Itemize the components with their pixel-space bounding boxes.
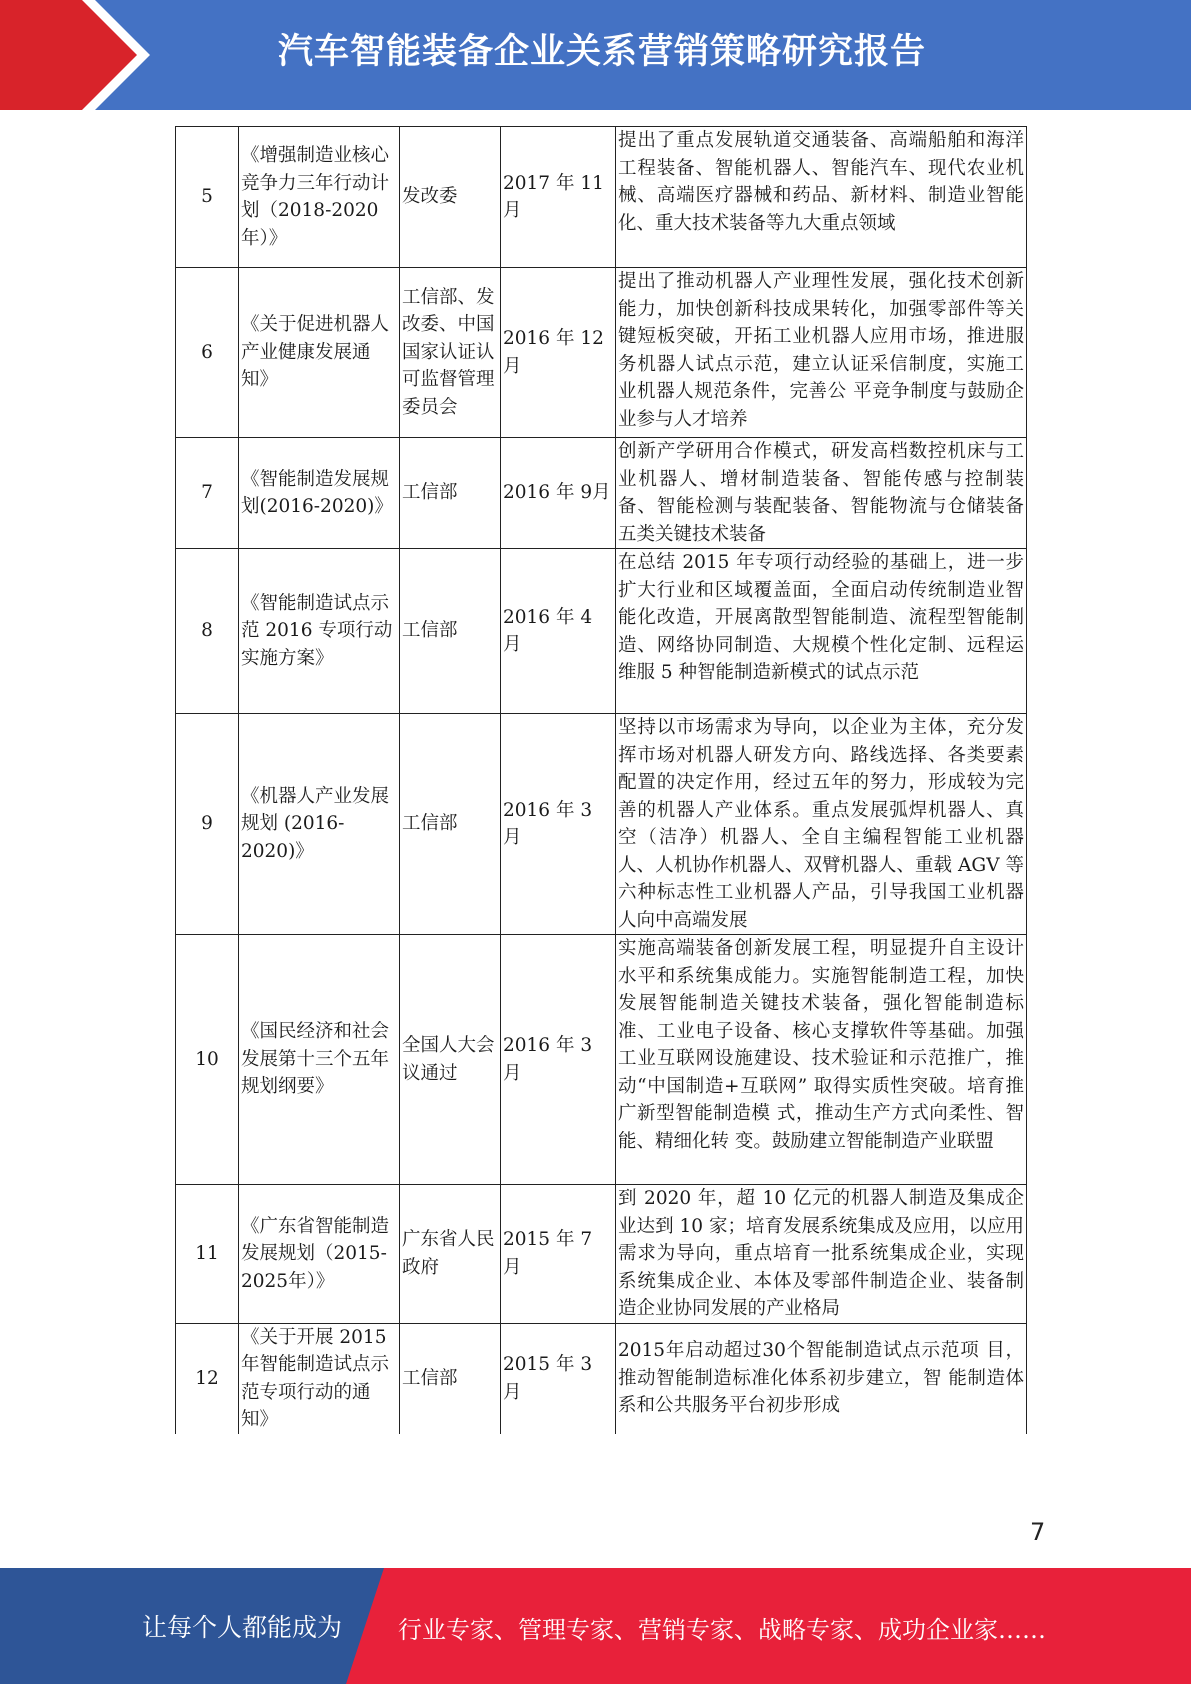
table-row — [176, 438, 1027, 549]
issuing-agency: 工信部、发改委、中国国家认证认可监督管理委员会 — [400, 268, 501, 438]
table-row — [176, 268, 1027, 438]
issuing-agency: 工信部 — [400, 714, 501, 935]
policy-name: 《国民经济和社会发展第十三个五年规划纲要》 — [239, 935, 400, 1185]
page-footer — [0, 1568, 1191, 1684]
policy-name: 《机器人产业发展规划 (2016-2020)》 — [239, 714, 400, 935]
policy-name: 《关于开展 2015 年智能制造试点示范专项行动的通知》 — [239, 1323, 400, 1434]
row-number: 8 — [176, 549, 239, 714]
table-row — [176, 1185, 1027, 1324]
policy-content: 到 2020 年，超 10 亿元的机器人制造及集成企业达到 10 家；培育发展系统集成及应用，以应用需求为导向，重点培育一批系统集成企业，实现系统集成企业、本体及零部件制造企业、装备制造企业协同发展的产业格局 — [616, 1185, 1027, 1324]
footer-slogan-left: 让每个人都能成为 — [142, 1613, 343, 1642]
row-number: 10 — [176, 935, 239, 1185]
page-number: 7 — [1030, 1518, 1046, 1546]
policy-content: 坚持以市场需求为导向，以企业为主体，充分发挥市场对机器人研发方向、路线选择、各类要素配置的决定作用，经过五年的努力，形成较为完善的机器人产业体系。重点发展弧焊机器人、真空（洁净）机器人、全自主编程智能工业机器人、人机协作机器人、双臂机器人、重载 AGV 等六种标志性工业机器人产品，引导我国工业机器人向中高端发展 — [616, 714, 1027, 935]
policy-content: 提出了推动机器人产业理性发展，强化技术创新能力，加快创新科技成果转化，加强零部件等关键短板突破，开拓工业机器人应用市场，推进服务机器人试点示范，建立认证采信制度，实施工业机器人规范条件，完善公 平竞争制度与鼓励企业参与人才培养 — [616, 268, 1027, 438]
issuing-agency: 发改委 — [400, 127, 501, 268]
row-number: 7 — [176, 438, 239, 549]
row-number: 12 — [176, 1323, 239, 1434]
issuing-agency: 广东省人民政府 — [400, 1185, 501, 1324]
issue-date: 2016 年 9月 — [501, 438, 616, 549]
issue-date: 2015 年 7 月 — [501, 1185, 616, 1324]
issue-date: 2016 年 12 月 — [501, 268, 616, 438]
table-row — [176, 549, 1027, 714]
issue-date: 2015 年 3 月 — [501, 1323, 616, 1434]
issuing-agency: 工信部 — [400, 1323, 501, 1434]
row-number: 6 — [176, 268, 239, 438]
table-row — [176, 127, 1027, 268]
policy-name: 《智能制造发展规划(2016-2020)》 — [239, 438, 400, 549]
table-row — [176, 1323, 1027, 1434]
row-number: 9 — [176, 714, 239, 935]
policy-name: 《智能制造试点示范 2016 专项行动实施方案》 — [239, 549, 400, 714]
policy-name: 《广东省智能制造发展规划（2015-2025年）》 — [239, 1185, 400, 1324]
policy-content: 实施高端装备创新发展工程，明显提升自主设计水平和系统集成能力。实施智能制造工程，加快发展智能制造关键技术装备，强化智能制造标准、工业电子设备、核心支撑软件等基础。加强工业互联网设施建设、技术验证和示范推广，推动“中国制造+互联网” 取得实质性突破。培育推广新型智能制造模 式，推动生产方式向柔性、智能、精细化转 变。鼓励建立智能制造产业联盟 — [616, 935, 1027, 1185]
issue-date: 2016 年 3 月 — [501, 935, 616, 1185]
footer-slogan-right: 行业专家、管理专家、营销专家、战略专家、成功企业家…… — [398, 1616, 1046, 1644]
policy-content: 在总结 2015 年专项行动经验的基础上，进一步扩大行业和区域覆盖面，全面启动传统制造业智能化改造，开展离散型智能制造、流程型智能制造、网络协同制造、大规模个性化定制、远程运维服 5 种智能制造新模式的试点示范 — [616, 549, 1027, 714]
policy-content: 创新产学研用合作模式，研发高档数控机床与工业机器人、增材制造装备、智能传感与控制装备、智能检测与装配装备、智能物流与仓储装备五类关键技术装备 — [616, 438, 1027, 549]
policy-table — [175, 126, 1027, 1434]
issue-date: 2017 年 11 月 — [501, 127, 616, 268]
issue-date: 2016 年 3 月 — [501, 714, 616, 935]
policy-name: 《增强制造业核心竞争力三年行动计划（2018-2020年）》 — [239, 127, 400, 268]
policy-content: 2015年启动超过30个智能制造试点示范项 目，推动智能制造标准化体系初步建立，智 能制造体系和公共服务平台初步形成 — [616, 1323, 1027, 1434]
issuing-agency: 工信部 — [400, 549, 501, 714]
report-title: 汽车智能装备企业关系营销策略研究报告 — [278, 32, 927, 72]
row-number: 5 — [176, 127, 239, 268]
table-row — [176, 714, 1027, 935]
issuing-agency: 全国人大会议通过 — [400, 935, 501, 1185]
policy-name: 《关于促进机器人产业健康发展通知》 — [239, 268, 400, 438]
page-header — [0, 0, 1191, 110]
table-row — [176, 935, 1027, 1185]
policy-content: 提出了重点发展轨道交通装备、高端船舶和海洋工程装备、智能机器人、智能汽车、现代农业机械、高端医疗器械和药品、新材料、制造业智能化、重大技术装备等九大重点领域 — [616, 127, 1027, 268]
issuing-agency: 工信部 — [400, 438, 501, 549]
row-number: 11 — [176, 1185, 239, 1324]
issue-date: 2016 年 4 月 — [501, 549, 616, 714]
